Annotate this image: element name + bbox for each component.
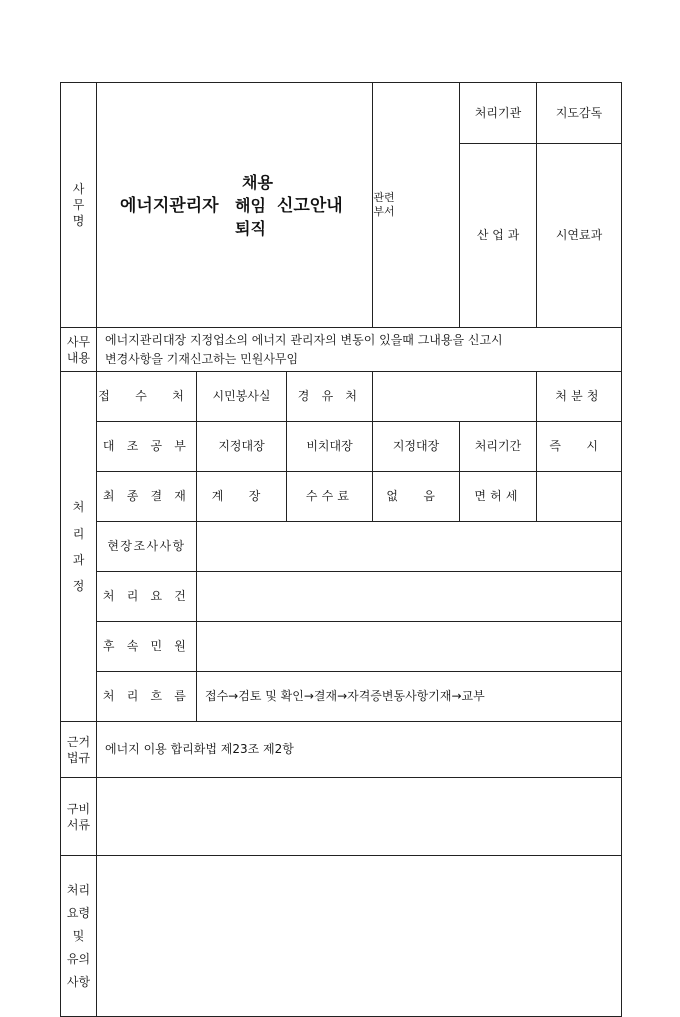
processing-agency-label: 처리기관 <box>460 83 537 144</box>
documents-text <box>97 778 622 856</box>
title-option-hire: 채용 <box>242 173 273 193</box>
documents-label: 구비 서류 <box>61 778 97 856</box>
supervision-value: 시연료과 <box>537 144 622 328</box>
approval-value: 계 장 <box>197 472 287 522</box>
civil-affairs-form-table <box>60 82 622 1017</box>
notes-text <box>97 856 622 1017</box>
ledger-value-3: 지정대장 <box>373 422 460 472</box>
process-label: 처 리 과 정 <box>61 372 97 722</box>
requirements-value <box>197 572 622 622</box>
ledger-label: 대 조 공 부 <box>97 422 197 472</box>
page-title <box>97 83 373 328</box>
flow-value: 접수→검토 및 확인→결재→자격증변동사항기재→교부 <box>197 672 622 722</box>
site-survey-label: 현장조사사항 <box>97 522 197 572</box>
site-survey-value <box>197 522 622 572</box>
affair-name-label: 사 무 명 <box>61 83 97 328</box>
requirements-label: 처 리 요 건 <box>97 572 197 622</box>
title-option-dismiss: 해임 <box>235 196 266 216</box>
supervision-label: 지도감독 <box>537 83 622 144</box>
processing-agency-value: 산 업 과 <box>460 144 537 328</box>
period-label: 처리기간 <box>460 422 537 472</box>
ledger-value-2: 비치대장 <box>287 422 373 472</box>
disposal-label: 처분청 <box>537 372 622 422</box>
approval-label: 최 종 결 재 <box>97 472 197 522</box>
follow-up-label: 후 속 민 원 <box>97 622 197 672</box>
legal-basis-label: 근거 법규 <box>61 722 97 778</box>
reception-value: 시민봉사실 <box>197 372 287 422</box>
title-main-after: 신고안내 <box>277 196 343 217</box>
legal-basis-text: 에너지 이용 합리화법 제23조 제2항 <box>97 722 622 778</box>
ledger-value-1: 지정대장 <box>197 422 287 472</box>
follow-up-value <box>197 622 622 672</box>
related-dept-label: 관련 부서 <box>373 83 460 328</box>
affair-content-text: 에너지관리대장 지정업소의 에너지 관리자의 변동이 있을때 그내용을 신고시 변경사항을 기재신고하는 민원사무임 <box>97 328 622 372</box>
via-value <box>373 372 537 422</box>
fee-value: 없 음 <box>373 472 460 522</box>
fee-label: 수수료 <box>287 472 373 522</box>
affair-content-label: 사무 내용 <box>61 328 97 372</box>
notes-label: 처리 요령 및 유의 사항 <box>61 856 97 1017</box>
license-tax-label: 면허세 <box>460 472 537 522</box>
flow-label: 처 리 흐 름 <box>97 672 197 722</box>
period-value: 즉 시 <box>537 422 622 472</box>
title-option-retire: 퇴직 <box>235 219 266 239</box>
license-tax-value <box>537 472 622 522</box>
reception-label: 접 수 처 <box>97 372 197 422</box>
via-label: 경 유 처 <box>287 372 373 422</box>
title-main-before: 에너지관리자 <box>120 196 219 217</box>
